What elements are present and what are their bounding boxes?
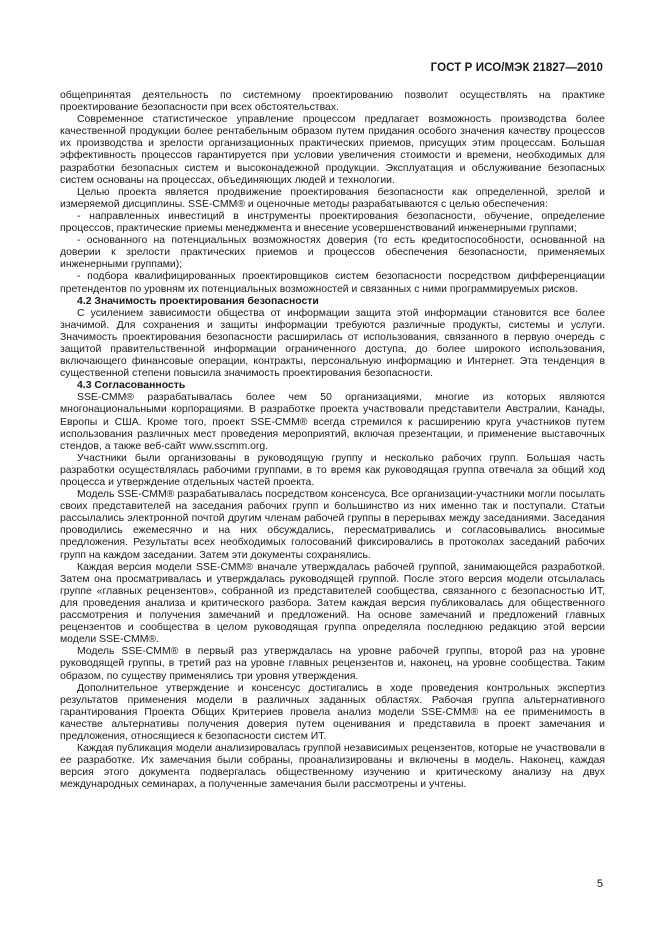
paragraph: Каждая публикация модели анализировалась группой независимых рецензентов, которые не участвовали в ее разработке. Их замечания были собраны, проанализированы и включены в модель. Наконец, каждая версия этого документа подвергалась общественному изучению и критическому анализу на двух международных семинарах, а полученные замечания были рассмотрены и учтены. [60, 743, 605, 791]
section-heading-4-2: 4.2 Значимость проектирования безопасности [77, 295, 319, 307]
paragraph: Участники были организованы в руководящую группу и несколько рабочих групп. Большая часть разработки осуществлялась рабочими группами, в то время как руководящая группа отвечала за общий ход процесса и утверждение отдельных частей проекта. [60, 452, 605, 488]
paragraph: Целью проекта является продвижение проектирования безопасности как определенной, зрелой и измеряемой дисциплины. SSE-CMM® и оценочные методы разрабатываются с целью обеспечения: [60, 186, 605, 210]
paragraph: Дополнительное утверждение и консенсус достигались в ходе проведения контрольных экспертиз результатов применения модели в различных заданных областях. Рабочая группа альтернативного гарантирования Проекта Общих Критериев провела анализ модели SSE-CMM® на ее применимость в качестве альтернативы получения доверия путем оценивания и представила в проект замечания и предложения, относящиеся к безопасности систем ИТ. [60, 682, 605, 742]
list-item: - направленных инвестиций в инструменты проектирования безопасности, обучение, определение процессов, практические приемы менеджмента и внесение усовершенствований инженерными группами; [60, 210, 605, 235]
list-item: - основанного на потенциальных возможностях доверия (то есть кредитоспособности, основанной на доверии к зрелости практических приемов и процессов обеспечения безопасности, применяемых инженерными группами); [60, 235, 605, 271]
paragraph: Модель SSE-CMM® в первый раз утверждалась на уровне рабочей группы, второй раз на уровне руководящей группы, в третий раз на уровне главных рецензентов и, наконец, на уровне сообщества. Таким образом, по существу применялись три уровня утверждения. [60, 646, 605, 682]
list-item: - подбора квалифицированных проектировщиков систем безопасности посредством дифференциации претендентов по уровням их потенциальных возможностей и связанных с ними программируемых рисков. [60, 271, 605, 295]
paragraph: общепринятая деятельность по системному проектированию позволит осуществлять на практике проектирование безопасности при всех обстоятельствах. [60, 90, 605, 114]
document-body [60, 90, 605, 791]
paragraph: SSE-CMM® разрабатывалась более чем 50 организациями, многие из которых являются многонациональными корпорациями. В разработке проекта участвовали представители Австралии, Канады, Европы и США. Кроме того, проект SSE-CMM® всегда стремился к расширению круга участников путем использования различных мест проведения мероприятий, включая презентации, и применение выставочных стендов, а также веб-сайт www.sscmm.org. [60, 392, 605, 452]
paragraph: Модель SSE-CMM® разрабатывалась посредством консенсуса. Все организации-участники могли посылать своих представителей на заседания рабочих групп и большинство из них именно так и поступали. Статьи рассылались электронной почтой другим членам рабочей группы в перерывах между заседаниями. Заседания проводились ежемесячно и на них обсуждались, пересматривались и согласовывались вносимые предложения. Результаты всех необходимых голосований фиксировались в протоколах заседаний рабочих групп на каждом заседании. Затем эти документы сохранялись. [60, 489, 606, 561]
paragraph: Современное статистическое управление процессом предлагает возможность производства более качественной продукции более рентабельным образом путем придания особого значения качеству процессов их производства и зрелости организационных практических приемов, присущих этим процессам. Большая эффективность процессов гарантируется при условии увеличения стоимости и времени, необходимых для разработки безопасных систем и высоконадежной продукции. Эксплуатация и обслуживание безопасных систем основаны на процессах, объединяющих людей и технологии. [60, 114, 605, 186]
page-number: 5 [596, 878, 603, 890]
paragraph: Каждая версия модели SSE-CMM® вначале утверждалась рабочей группой, занимающейся разработкой. Затем она просматривалась и утверждалась руководящей группой. После этого версия модели отсылалась группе «главных рецензентов», собранной из представителей сообщества, связанного с безопасностью ИТ, для проведения анализа и критического разбора. Затем каждая версия публиковалась для общественного рассмотрения и получения замечаний и предложений. На основе замечаний и предложений главных рецензентов и сообщества в целом руководящая группа определяла последнюю редакцию этой версии модели SSE-CMM®. [60, 561, 605, 646]
paragraph: С усилением зависимости общества от информации защита этой информации становится все более значимой. Для сохранения и защиты информации требуются различные продукты, системы и услуги. Значимость проектирования безопасности расширилась от использования, связанного в первую очередь с защитой правительственной информации ограниченного доступа, до более широкого использования, включающего финансовые операции, контракты, персональную информацию и Интернет. Эта тенденция в существенной степени повысила значимость проектирования безопасности. [60, 307, 605, 380]
standard-header: ГОСТ Р ИСО/МЭК 21827—2010 [430, 62, 603, 74]
section-heading-4-3: 4.3 Согласованность [77, 380, 186, 392]
